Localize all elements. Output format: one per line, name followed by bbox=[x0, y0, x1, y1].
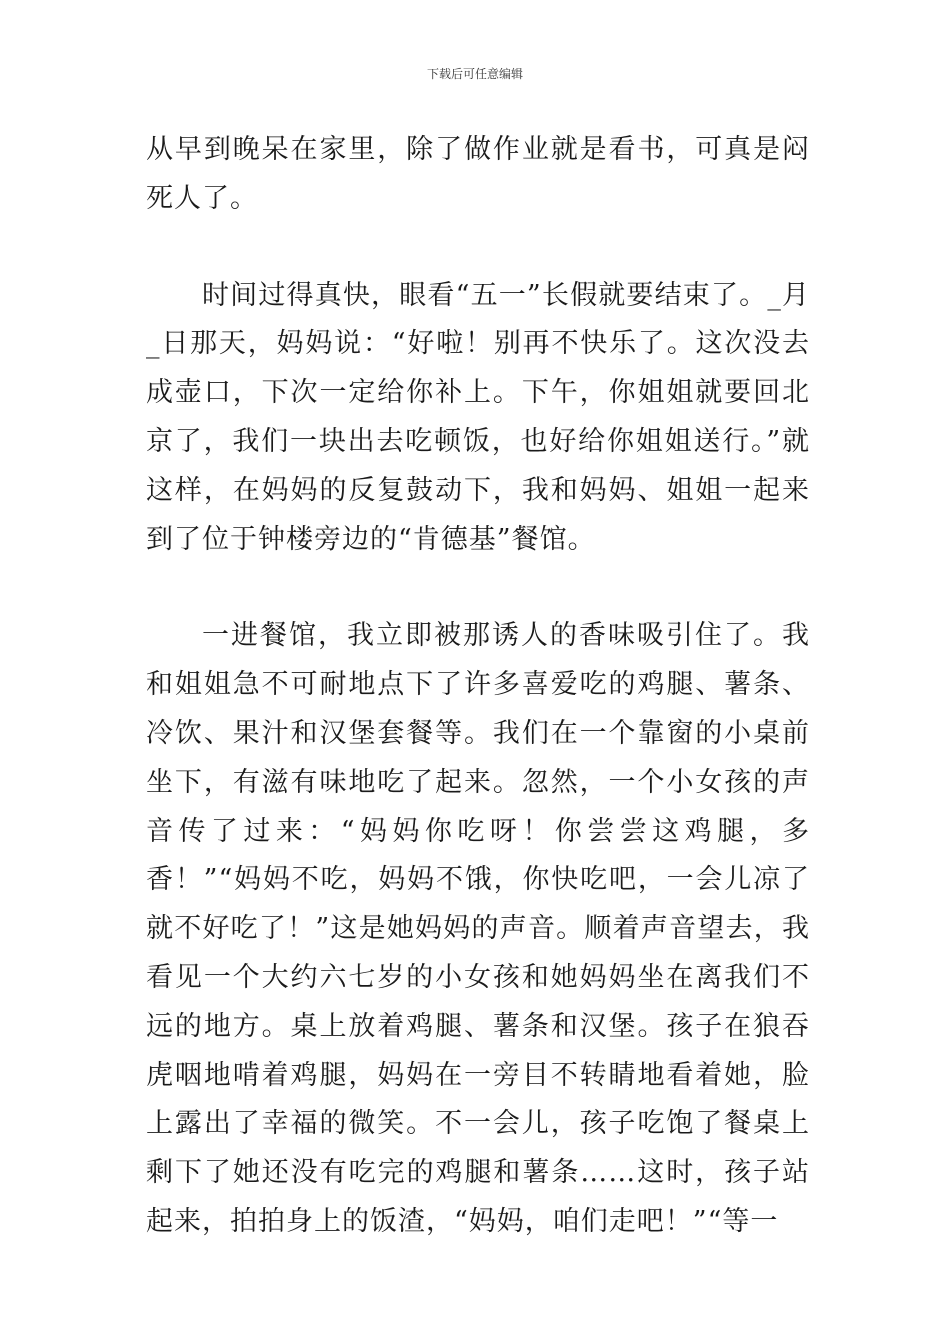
paragraph-3: 一进餐馆，我立即被那诱人的香味吸引住了。我和姐姐急不可耐地点下了许多喜爱吃的鸡腿、薯条、冷饮、果汁和汉堡套餐等。我们在一个靠窗的小桌前坐下，有滋有味地吃了起来。忽然，一个小女孩的声音传了过来：“妈妈你吃呀！你尝尝这鸡腿，多香！”“妈妈不吃，妈妈不饿，你快吃吧，一会儿凉了就不好吃了！”这是她妈妈的声音。顺着声音望去，我看见一个大约六七岁的小女孩和她妈妈坐在离我们不远的地方。桌上放着鸡腿、薯条和汉堡。孩子在狼吞虎咽地啃着鸡腿，妈妈在一旁目不转睛地看着她，脸上露出了幸福的微笑。不一会儿，孩子吃饱了餐桌上剩下了她还没有吃完的鸡腿和薯条……这时，孩子站起来，拍拍身上的饭渣，“妈妈，咱们走吧！”“等一 bbox=[146, 620, 810, 1237]
paragraph-spacer bbox=[146, 224, 810, 272]
paragraph-2: 时间过得真快，眼看“五一”长假就要结束了。_月_日那天，妈妈说：“好啦！别再不快乐了。这次没去成壶口，下次一定给你补上。下午，你姐姐就要回北京了，我们一块出去吃顿饭，也好给你姐姐送行。”就这样，在妈妈的反复鼓动下，我和妈妈、姐姐一起来到了位于钟楼旁边的“肯德基”餐馆。 bbox=[146, 279, 810, 555]
paragraph-spacer bbox=[146, 564, 810, 612]
paragraph-1: 从早到晚呆在家里，除了做作业就是看书，可真是闷死人了。 bbox=[146, 134, 810, 214]
page-header: 下载后可任意编辑 bbox=[426, 67, 523, 81]
document-body bbox=[146, 126, 810, 1247]
